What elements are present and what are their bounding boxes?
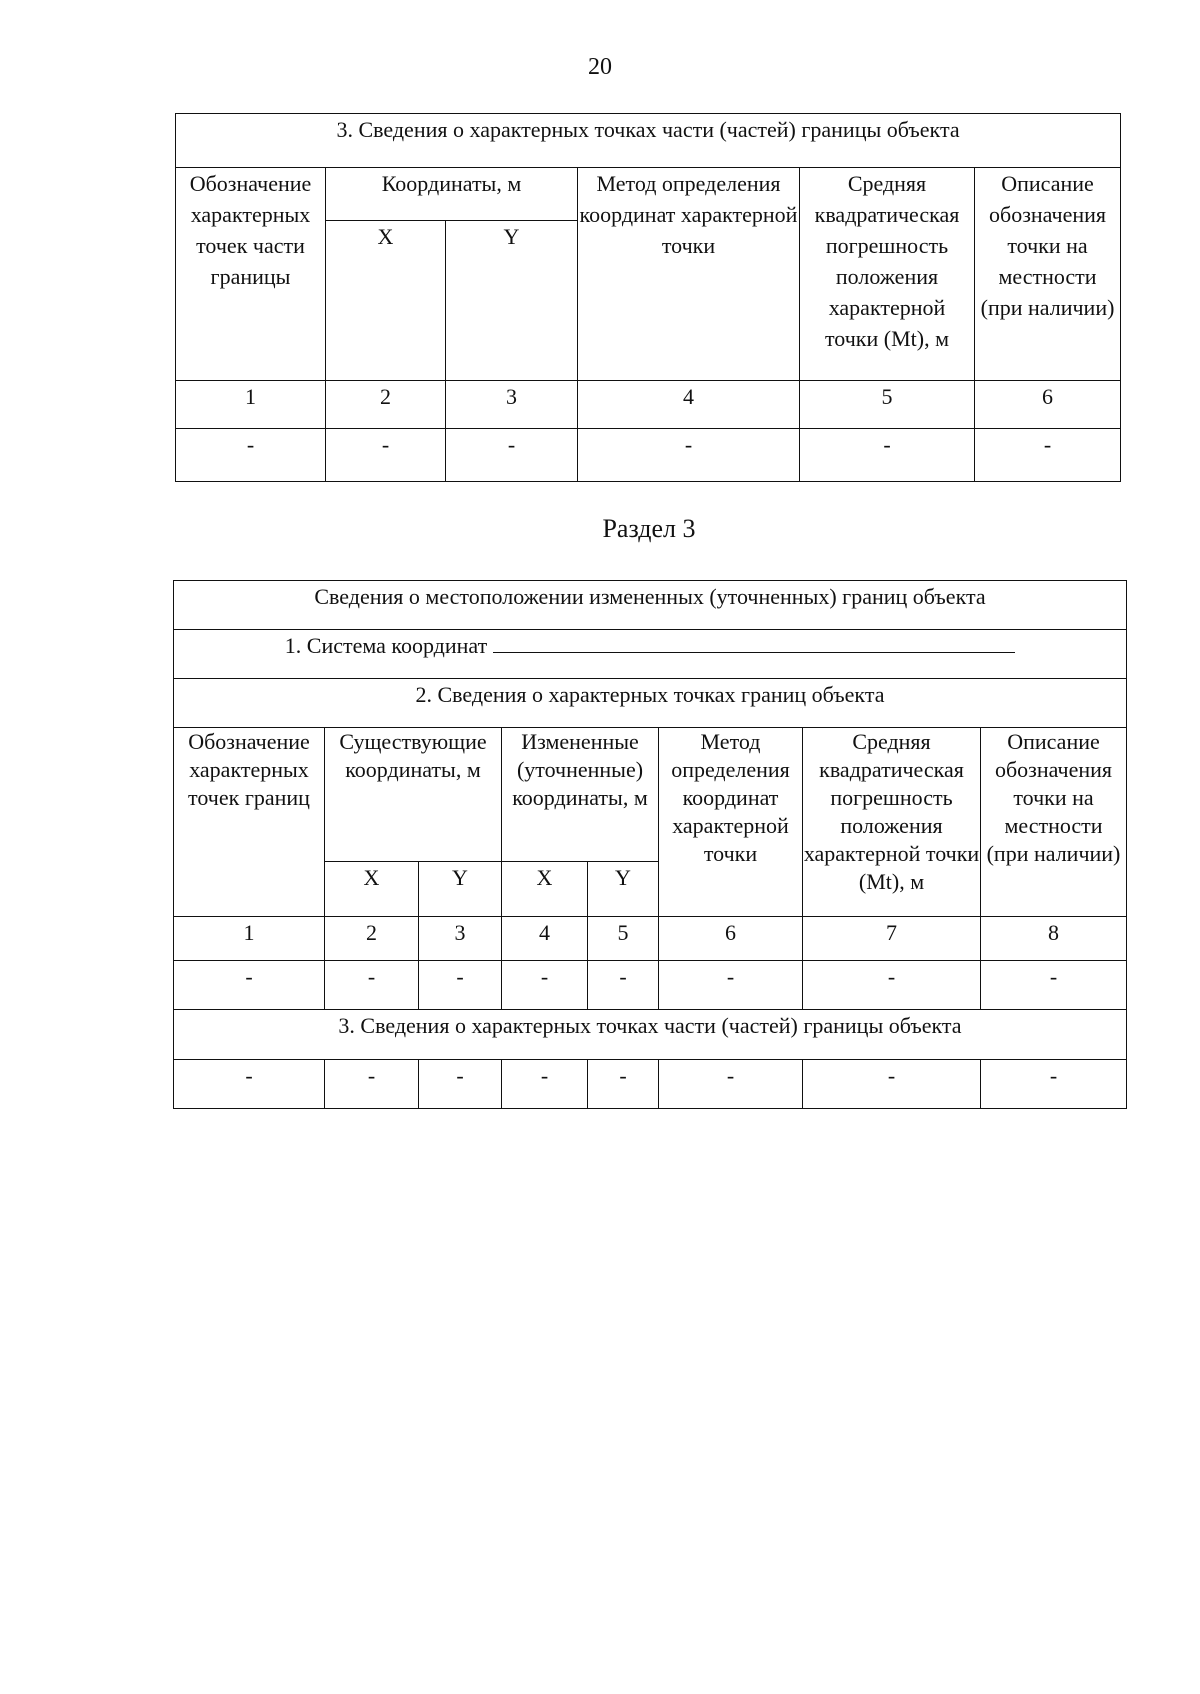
column-number: 3 xyxy=(419,917,502,961)
table-cell: - xyxy=(803,961,981,1010)
table-cell: - xyxy=(419,1060,502,1109)
table-cell: - xyxy=(446,429,578,482)
column-number: 3 xyxy=(446,381,578,429)
table-changed-boundaries xyxy=(173,580,1127,1109)
header-mse: Средняя квадратическая погрешность положения характерной точки (Mt), м xyxy=(803,728,981,917)
table-cell: - xyxy=(981,1060,1127,1109)
header-mse: Средняя квадратическая погрешность положения характерной точки (Mt), м xyxy=(800,168,975,381)
coordinate-system-row xyxy=(174,630,1127,679)
page-number: 20 xyxy=(588,54,612,80)
section-title: Раздел 3 xyxy=(602,514,696,543)
header-existing-x: X xyxy=(325,862,419,917)
header-coordinates: Координаты, м xyxy=(326,168,578,221)
table-title: Сведения о местоположении измененных (уточненных) границ объекта xyxy=(174,581,1127,630)
table-cell: - xyxy=(174,1060,325,1109)
header-description: Описание обозначения точки на местности (при наличии) xyxy=(975,168,1121,381)
column-number: 6 xyxy=(659,917,803,961)
table-cell: - xyxy=(326,429,446,482)
table-cell: - xyxy=(174,961,325,1010)
column-number: 4 xyxy=(502,917,588,961)
table-cell: - xyxy=(325,961,419,1010)
header-existing-coordinates: Существующие координаты, м xyxy=(325,728,502,862)
header-changed-x: X xyxy=(502,862,588,917)
header-method: Метод определения координат характерной точки xyxy=(578,168,800,381)
table-title: 3. Сведения о характерных точках части (частей) границы объекта xyxy=(176,114,1121,168)
coordinate-system-blank-line xyxy=(493,630,1015,653)
column-number: 1 xyxy=(176,381,326,429)
column-number: 5 xyxy=(800,381,975,429)
column-number: 5 xyxy=(588,917,659,961)
table-cell: - xyxy=(578,429,800,482)
table-cell: - xyxy=(588,961,659,1010)
coordinate-system-label: 1. Система координат xyxy=(284,633,488,658)
header-existing-y: Y xyxy=(419,862,502,917)
header-designation: Обозначение характерных точек части границы xyxy=(176,168,326,381)
column-number: 7 xyxy=(803,917,981,961)
column-number: 8 xyxy=(981,917,1127,961)
header-changed-coordinates: Измененные (уточненные) координаты, м xyxy=(502,728,659,862)
points-subtitle: 2. Сведения о характерных точках границ объекта xyxy=(174,679,1127,728)
header-y: Y xyxy=(446,221,578,381)
column-number: 6 xyxy=(975,381,1121,429)
column-number: 1 xyxy=(174,917,325,961)
header-method: Метод определения координат характерной точки xyxy=(659,728,803,917)
table-cell: - xyxy=(659,961,803,1010)
header-designation: Обозначение характерных точек границ xyxy=(174,728,325,917)
column-number: 4 xyxy=(578,381,800,429)
table-cell: - xyxy=(659,1060,803,1109)
table-cell: - xyxy=(502,961,588,1010)
column-number: 2 xyxy=(326,381,446,429)
table-cell: - xyxy=(981,961,1127,1010)
header-description: Описание обозначения точки на местности (при наличии) xyxy=(981,728,1127,917)
table-cell: - xyxy=(800,429,975,482)
header-changed-y: Y xyxy=(588,862,659,917)
table-cell: - xyxy=(176,429,326,482)
table-cell: - xyxy=(419,961,502,1010)
table-cell: - xyxy=(325,1060,419,1109)
table-cell: - xyxy=(803,1060,981,1109)
table-cell: - xyxy=(502,1060,588,1109)
column-number: 2 xyxy=(325,917,419,961)
table-cell: - xyxy=(588,1060,659,1109)
table-part-boundary-points xyxy=(175,113,1121,482)
header-x: X xyxy=(326,221,446,381)
parts-subtitle: 3. Сведения о характерных точках части (частей) границы объекта xyxy=(174,1010,1127,1060)
table-cell: - xyxy=(975,429,1121,482)
